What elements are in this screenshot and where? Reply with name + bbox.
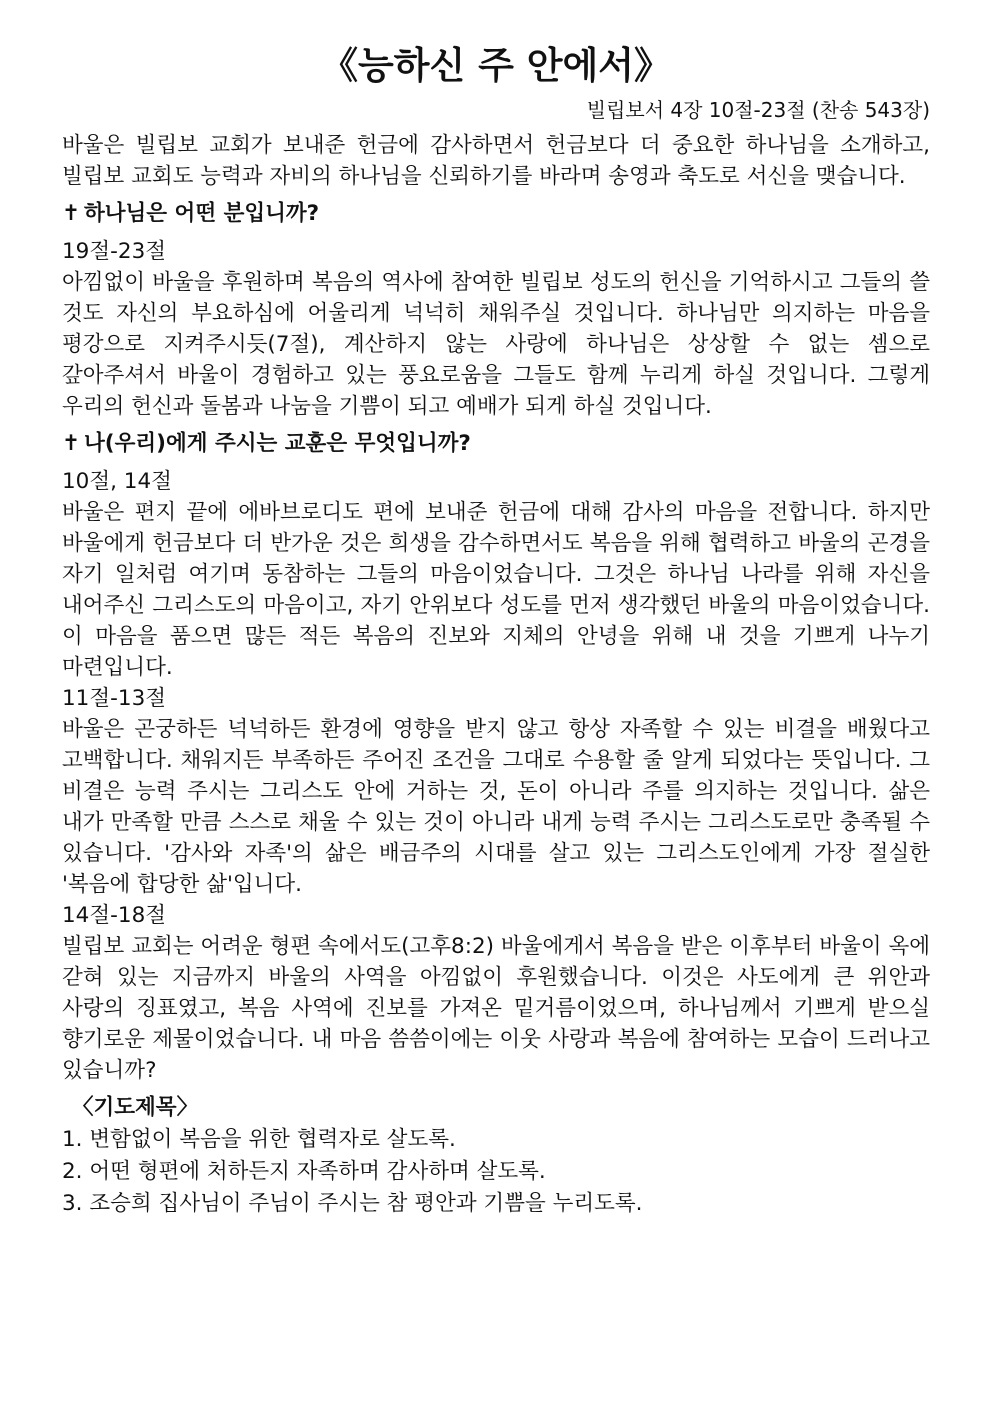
cross-icon: ✝	[62, 431, 81, 456]
section-paragraph: 빌립보 교회는 어려운 형편 속에서도(고후8:2) 바울에게서 복음을 받은 이후부터 바울이 옥에 갇혀 있는 지금까지 바울의 사역을 아낌없이 후원했습니다. 이것은 사도에게 큰 위안과 사랑의 징표였고, 복음 사역에 진보를 가져온 밑거름이었으며, 하나님께서 기쁘게 받으실 향기로운 제물이었습니다. 내 마음 씀씀이에는 이웃 사랑과 복음에 참여하는 모습이 드러나고 있습니까?	[62, 934, 930, 1083]
section-heading-god	[62, 198, 930, 230]
section-paragraph: 바울은 편지 끝에 에바브로디도 편에 보내준 헌금에 대해 감사의 마음을 전합니다. 하지만 바울에게 헌금보다 더 반가운 것은 희생을 감수하면서도 복음을 위해 협력하고 바울의 곤경을 자기 일처럼 여기며 동참하는 그들의 마음이었습니다. 그것은 하나님 나라를 위해 자신을 내어주신 그리스도의 마음이고, 자기 안위보다 성도를 먼저 생각했던 바울의 마음이었습니다. 이 마음을 품으면 많든 적든 복음의 진보와 지체의 안녕을 위해 내 것을 기쁘게 나누기 마련입니다.	[62, 500, 930, 680]
page-title: 《능하신 주 안에서》	[321, 44, 671, 87]
prayer-item: 2. 어떤 형편에 처하든지 자족하며 감사하며 살도록.	[62, 1159, 546, 1184]
section-heading-lesson	[62, 428, 930, 460]
prayer-heading: 〈기도제목〉	[72, 1095, 199, 1120]
section-heading-text: 나(우리)에게 주시는 교훈은 무엇입니까?	[84, 431, 471, 456]
section-heading-text: 하나님은 어떤 분입니까?	[84, 201, 320, 226]
intro-paragraph: 바울은 빌립보 교회가 보내준 헌금에 감사하면서 헌금보다 더 중요한 하나님을 소개하고, 빌립보 교회도 능력과 자비의 하나님을 신뢰하기를 바라며 송영과 축도로 서신을 맺습니다.	[62, 133, 930, 189]
document-page	[62, 40, 930, 1220]
verse-label: 10절, 14절	[62, 469, 172, 494]
verse-label: 19절-23절	[62, 239, 167, 264]
section-paragraph: 아낌없이 바울을 후원하며 복음의 역사에 참여한 빌립보 성도의 헌신을 기억하시고 그들의 쓸 것도 자신의 부요하심에 어울리게 넉넉히 채워주실 것입니다. 하나님만 의지하는 마음을 평강으로 지켜주시듯(7절), 계산하지 않는 사랑에 하나님은 상상할 수 없는 셈으로 갚아주셔서 바울이 경험하고 있는 풍요로움을 그들도 함께 누리게 하실 것입니다. 그렇게 우리의 헌신과 돌봄과 나눔을 기쁨이 되고 예배가 되게 하실 것입니다.	[62, 270, 930, 419]
verse-label: 11절-13절	[62, 686, 167, 711]
prayer-item: 3. 조승희 집사님이 주님이 주시는 참 평안과 기쁨을 누리도록.	[62, 1191, 643, 1216]
prayer-item: 1. 변함없이 복음을 위한 협력자로 살도록.	[62, 1127, 456, 1152]
scripture-reference: 빌립보서 4장 10절-23절 (찬송 543장)	[586, 98, 930, 122]
verse-label: 14절-18절	[62, 903, 167, 928]
section-paragraph: 바울은 곤궁하든 넉넉하든 환경에 영향을 받지 않고 항상 자족할 수 있는 비결을 배웠다고 고백합니다. 채워지든 부족하든 주어진 조건을 그대로 수용할 줄 알게 되었다는 뜻입니다. 그 비결은 능력 주시는 그리스도 안에 거하는 것, 돈이 아니라 주를 의지하는 것입니다. 삶은 내가 만족할 만큼 스스로 채울 수 있는 것이 아니라 내게 능력 주시는 그리스도로만 충족될 수 있습니다. '감사와 자족'의 삶은 배금주의 시대를 살고 있는 그리스도인에게 가장 절실한 '복음에 합당한 삶'입니다.	[62, 717, 930, 897]
cross-icon: ✝	[62, 201, 81, 226]
